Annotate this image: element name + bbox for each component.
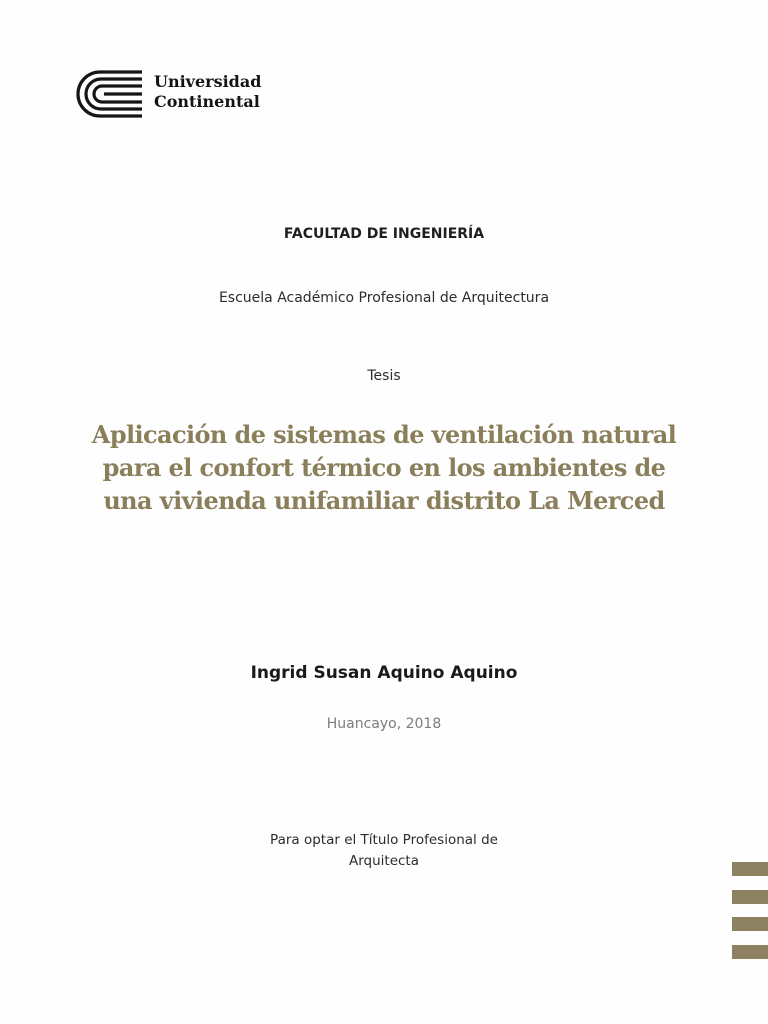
thesis-title: Aplicación de sistemas de ventilación natural para el confort térmico en los ambientes de una vivienda unifamiliar distrito La Merced — [91, 420, 677, 515]
school-name: Escuela Académico Profesional de Arquitectura — [218, 290, 550, 306]
continental-logo-icon — [74, 69, 144, 119]
author-name: Ingrid Susan Aquino Aquino — [250, 663, 518, 683]
degree-line-2: Arquitecta — [348, 853, 419, 869]
decorative-bar — [732, 945, 768, 959]
logo-line-1: Universidad — [154, 72, 262, 91]
decorative-bars — [732, 862, 768, 972]
university-logo — [74, 69, 274, 119]
degree-statement — [234, 830, 534, 872]
degree-line-1: Para optar el Título Profesional de — [270, 832, 498, 848]
logo-line-2: Continental — [154, 92, 260, 111]
place-and-year: Huancayo, 2018 — [326, 716, 442, 732]
document-type: Tesis — [367, 368, 401, 384]
decorative-bar — [732, 917, 768, 931]
logo-wordmark — [154, 72, 261, 112]
decorative-bar — [732, 862, 768, 876]
decorative-bar — [732, 890, 768, 904]
faculty-heading: FACULTAD DE INGENIERÍA — [283, 226, 485, 242]
